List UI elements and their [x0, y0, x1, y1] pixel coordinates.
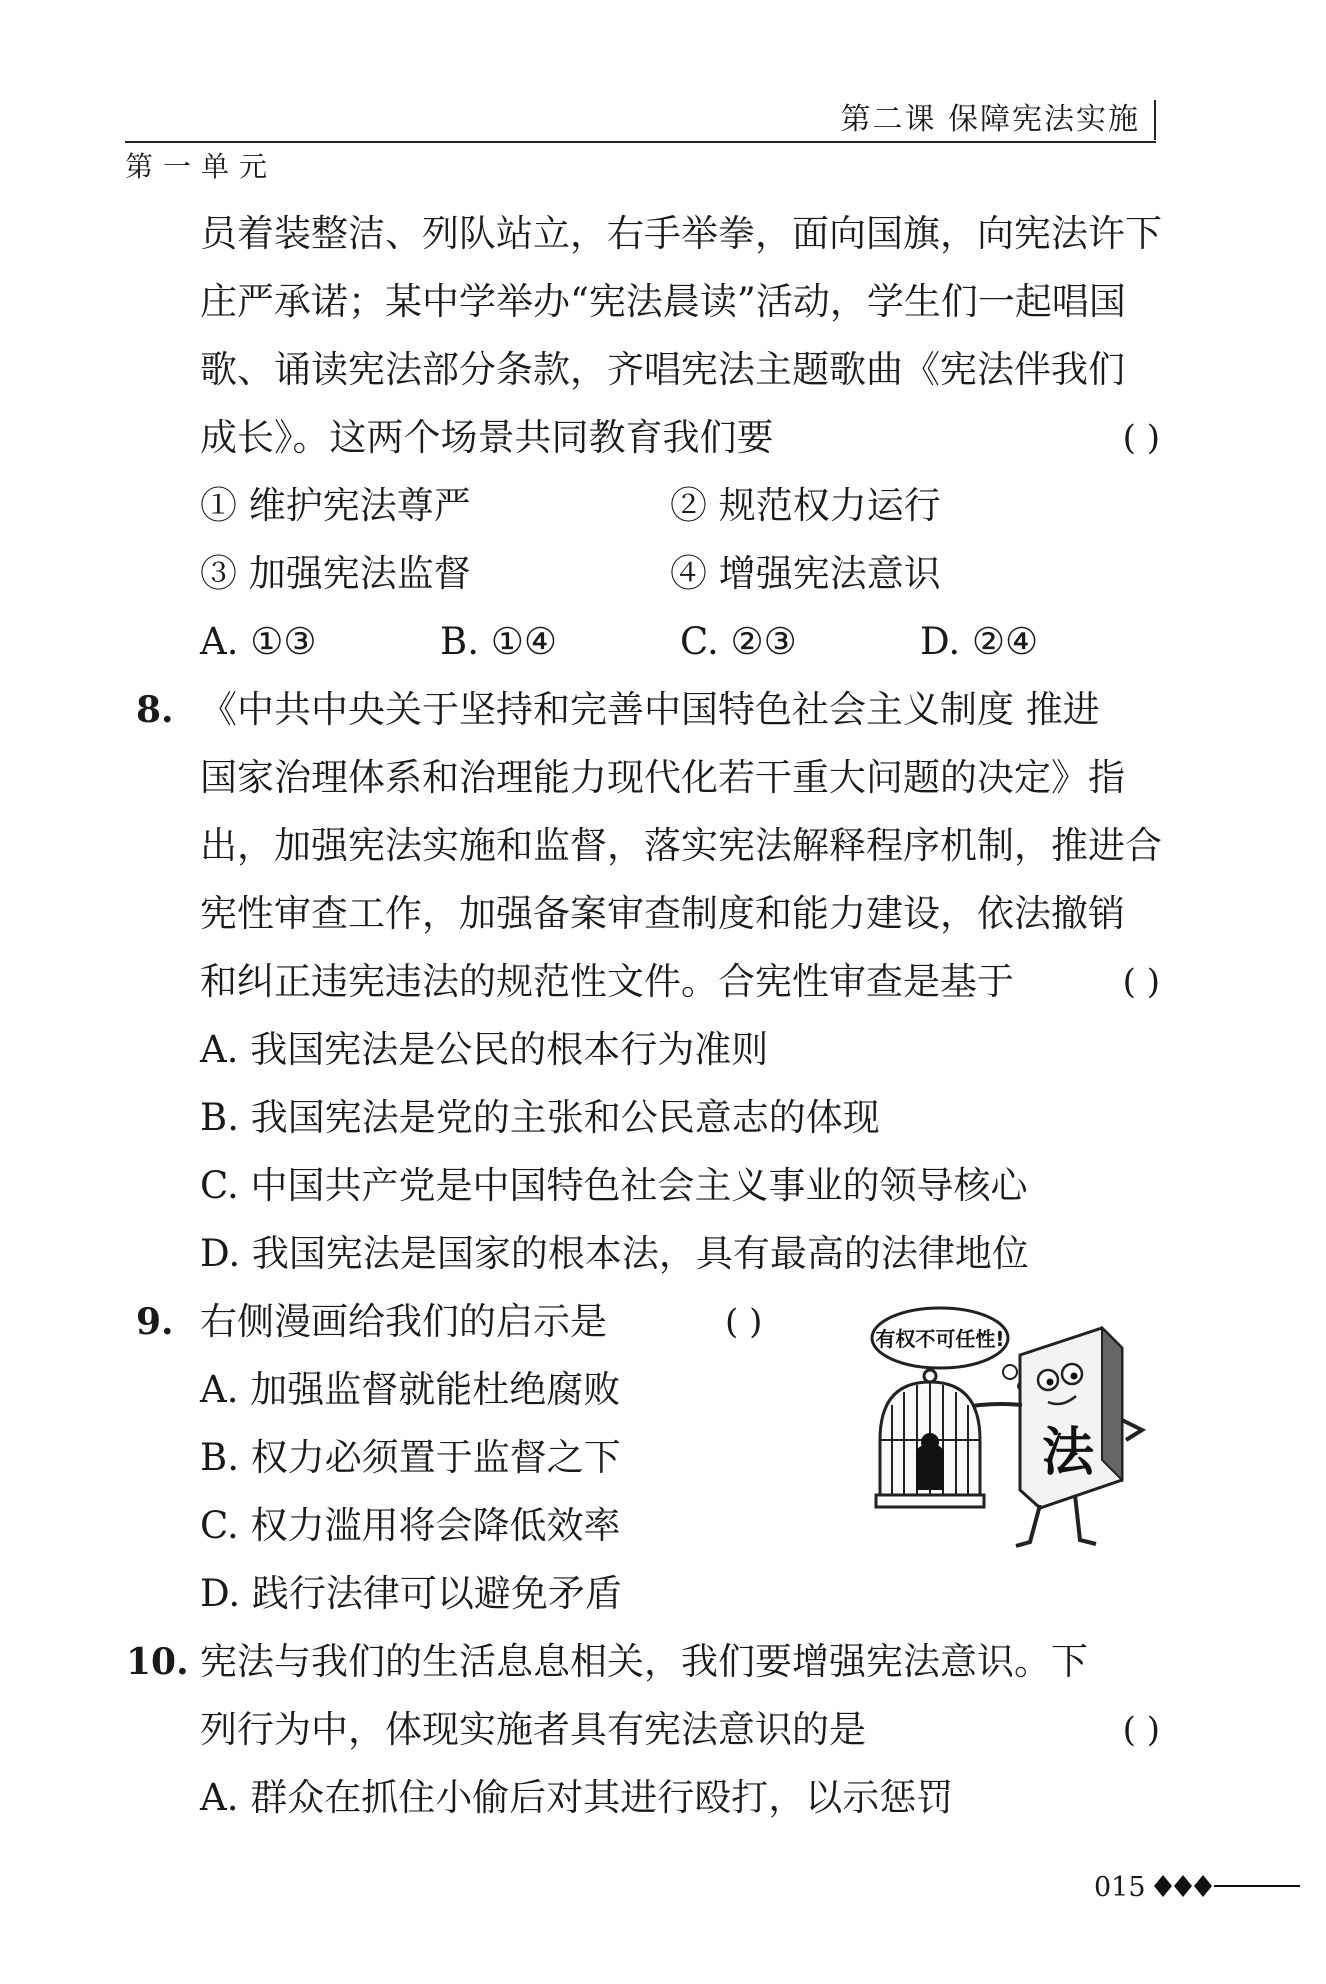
- lesson-header: 第二课 保障宪法实施: [840, 100, 1156, 140]
- question-number: 8.: [136, 689, 174, 731]
- q7-option: A. ①③: [200, 620, 317, 663]
- q8-line: 国家治理体系和治理能力现代化若干重大问题的决定》指: [200, 756, 1125, 799]
- q7-line: 员着装整洁、列队站立，右手举拳，面向国旗，向宪法许下: [200, 212, 1162, 255]
- q8-option: A. 我国宪法是公民的根本行为准则: [200, 1028, 769, 1071]
- q9-option: C. 权力滥用将会降低效率: [200, 1504, 621, 1547]
- q9-option: B. 权力必须置于监督之下: [200, 1436, 621, 1479]
- question-number: 9.: [136, 1301, 174, 1343]
- q10-stem-end: 列行为中，体现实施者具有宪法意识的是: [200, 1708, 866, 1751]
- q8-line: [136, 676, 1160, 744]
- q9-option: D. 践行法律可以避免矛盾: [200, 1572, 622, 1615]
- question-10: [126, 1628, 1160, 1832]
- q8-line: 宪性审查工作，加强备案审查制度和能力建设，依法撤销: [200, 892, 1125, 935]
- q8-option: B. 我国宪法是党的主张和公民意志的体现: [200, 1096, 880, 1139]
- header-rule: [125, 141, 1156, 143]
- speech-bubble-text: 有权不可任性!: [875, 1327, 1005, 1351]
- question-7: [200, 200, 1160, 676]
- law-character-glyph: 法: [1041, 1423, 1095, 1483]
- page-number: 015: [1094, 1872, 1146, 1903]
- q8-line-last: [200, 948, 1160, 1016]
- answer-blank: ( ): [725, 1302, 763, 1342]
- q7-line: 歌、诵读宪法部分条款，齐唱宪法主题歌曲《宪法伴我们: [200, 348, 1125, 391]
- q7-line: 庄严承诺；某中学举办“宪法晨读”活动，学生们一起唱国: [200, 280, 1126, 323]
- unit-header: 第一单元: [125, 150, 278, 183]
- q8-line-text: 《中共中央关于坚持和完善中国特色社会主义制度 推进: [200, 688, 1100, 731]
- q7-item: ① 维护宪法尊严: [200, 484, 471, 527]
- content: [126, 200, 1162, 1832]
- q10-line-text: 宪法与我们的生活息息相关，我们要增强宪法意识。下: [200, 1640, 1088, 1683]
- q7-items-row: [200, 540, 1160, 608]
- q10-line-last: [200, 1696, 1160, 1764]
- q7-line-last: [200, 404, 1160, 472]
- q10-option: A. 群众在抓住小偷后对其进行殴打，以示惩罚: [200, 1776, 954, 1819]
- q7-item: ③ 加强宪法监督: [200, 552, 471, 595]
- q8-stem-end: 和纠正违宪违法的规范性文件。合宪性审查是基于: [200, 960, 1014, 1003]
- q7-item: ④ 增强宪法意识: [670, 552, 941, 595]
- q7-option: C. ②③: [680, 620, 797, 663]
- q7-stem-end: 成长》。这两个场景共同教育我们要: [200, 416, 774, 459]
- q7-item: ② 规范权力运行: [670, 484, 941, 527]
- q10-line: [126, 1628, 1160, 1696]
- q8-option: C. 中国共产党是中国特色社会主义事业的领导核心: [200, 1164, 1028, 1207]
- q9-stem-text: 右侧漫画给我们的启示是: [200, 1300, 607, 1343]
- q8-option: D. 我国宪法是国家的根本法，具有最高的法律地位: [200, 1232, 1029, 1275]
- footer-diamonds-icon: [1152, 1866, 1302, 1906]
- birdcage-icon: [876, 1370, 984, 1507]
- answer-blank: ( ): [1122, 418, 1160, 458]
- question-8: [136, 676, 1162, 1288]
- cartoon-illustration: [870, 1290, 1170, 1580]
- q9-option: A. 加强监督就能杜绝腐败: [200, 1368, 621, 1411]
- answer-blank: ( ): [1122, 1710, 1160, 1750]
- q7-option: D. ②④: [920, 620, 1039, 663]
- question-number: 10.: [126, 1641, 189, 1683]
- q7-options-row: [200, 608, 1160, 676]
- q7-items-row: [200, 472, 1160, 540]
- q7-option: B. ①④: [440, 620, 558, 663]
- q8-line: 出，加强宪法实施和监督，落实宪法解释程序机制，推进合: [200, 824, 1162, 867]
- answer-blank: ( ): [1122, 962, 1160, 1002]
